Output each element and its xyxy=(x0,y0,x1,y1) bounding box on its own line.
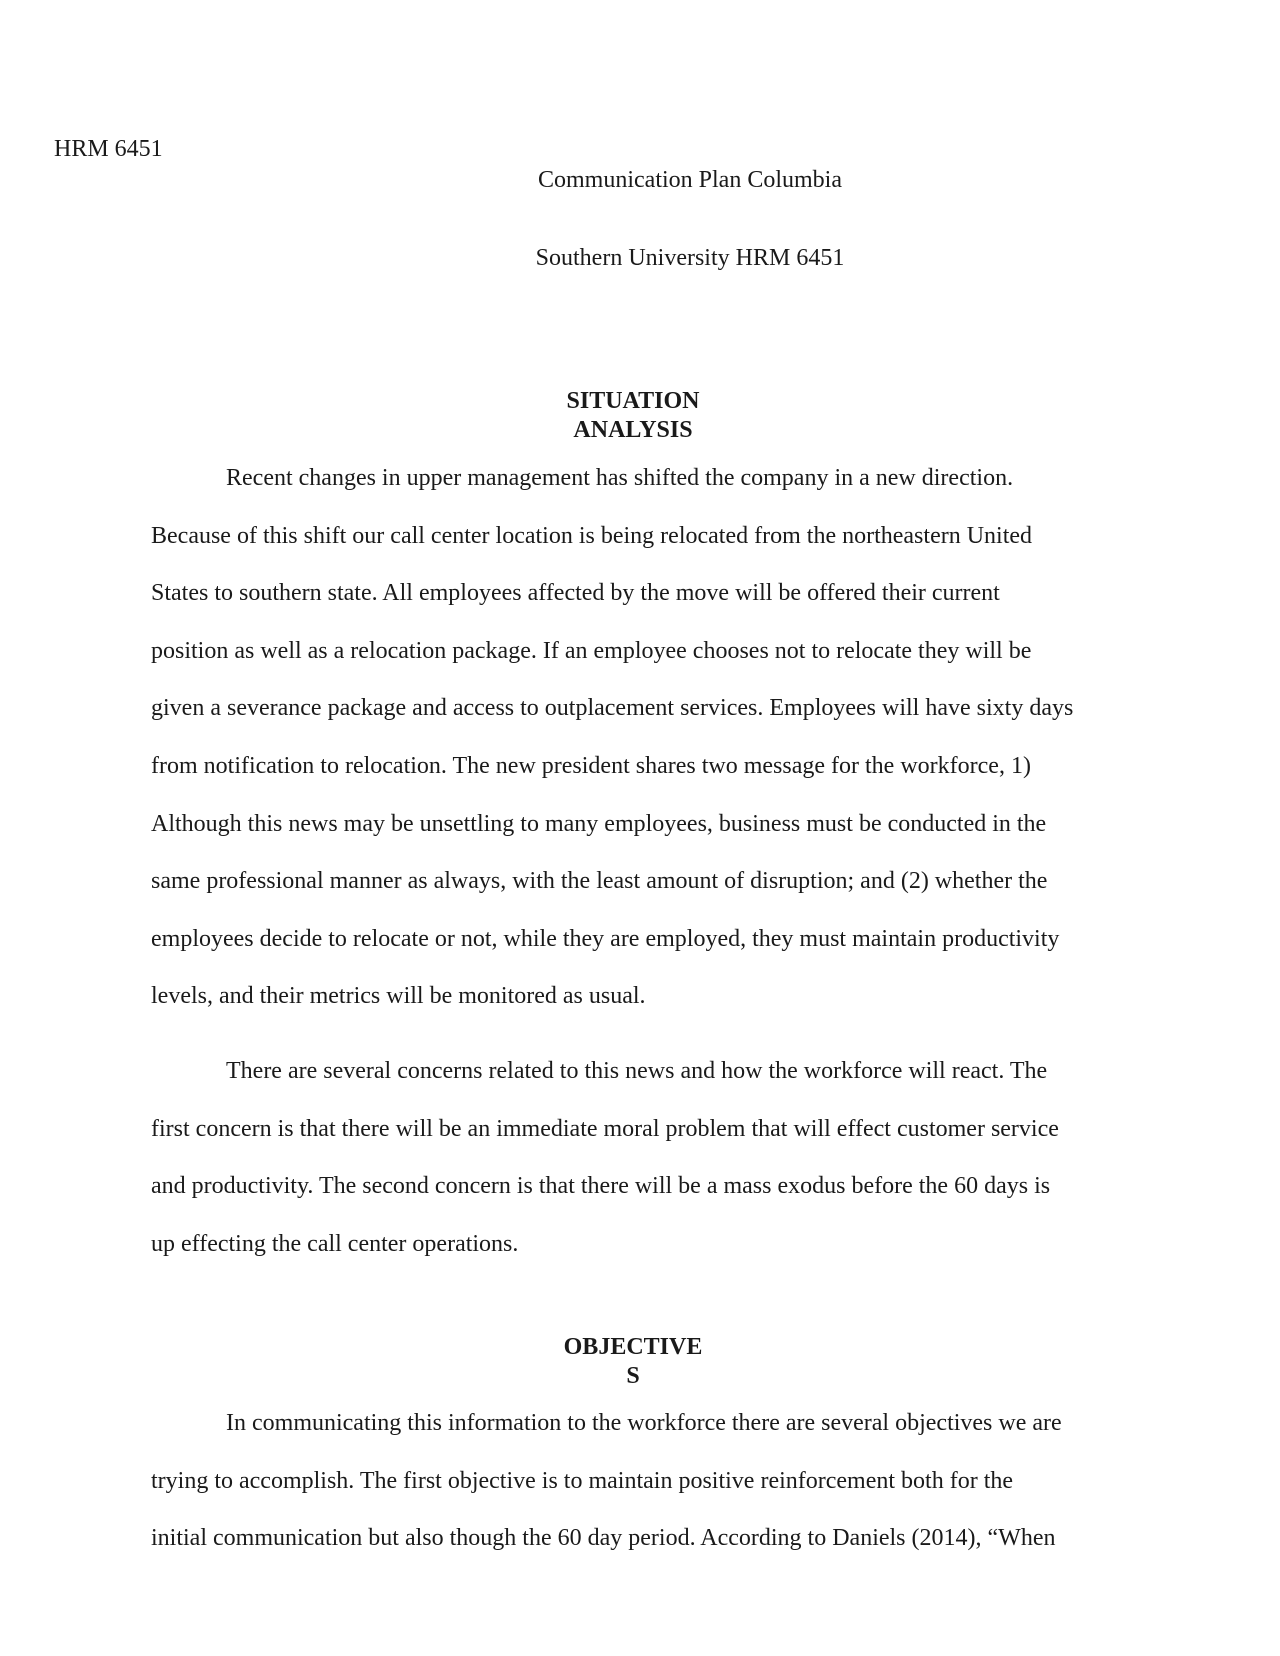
heading-line: SITUATION xyxy=(566,388,700,414)
text-line: Recent changes in upper management has shifted the company in a new direction. xyxy=(226,465,1014,491)
heading-line: S xyxy=(626,1363,640,1389)
running-head: HRM 6451 xyxy=(54,136,163,162)
text-line: In communicating this information to the workforce there are several objectives we are xyxy=(226,1410,1062,1436)
heading-line: OBJECTIVE xyxy=(563,1334,703,1360)
text-line: initial communication but also though the 60 day period. According to Daniels (2014), “When xyxy=(151,1525,1056,1552)
text-line: States to southern state. All employees affected by the move will be offered their current xyxy=(151,580,1000,607)
text-line: trying to accomplish. The first objective is to maintain positive reinforcement both for the xyxy=(151,1467,1014,1494)
title-line-1: Communication Plan Columbia xyxy=(538,167,842,193)
title-line-2: Southern University HRM 6451 xyxy=(535,245,845,271)
text-line: Although this news may be unsettling to many employees, business must be conducted in the xyxy=(151,810,1047,837)
text-line: first concern is that there will be an immediate moral problem that will effect customer service xyxy=(151,1115,1059,1142)
text-line: up effecting the call center operations. xyxy=(151,1230,519,1257)
text-line: given a severance package and access to outplacement services. Employees will have sixty days xyxy=(151,695,1074,722)
text-line: position as well as a relocation package. If an employee chooses not to relocate they will be xyxy=(151,637,1032,664)
situation-analysis-heading xyxy=(0,387,1266,445)
text-line: There are several concerns related to this news and how the workforce will react. The xyxy=(226,1058,1048,1084)
objectives-heading xyxy=(0,1333,1266,1391)
situation-paragraph-2 xyxy=(151,1043,1151,1273)
text-line: Because of this shift our call center location is being relocated from the northeastern United xyxy=(151,522,1033,549)
text-line: and productivity. The second concern is that there will be a mass exodus before the 60 days is xyxy=(151,1173,1051,1200)
objectives-paragraph-1 xyxy=(151,1395,1151,1568)
text-line: from notification to relocation. The new president shares two message for the workforce, 1) xyxy=(151,752,1031,779)
heading-line: ANALYSIS xyxy=(573,417,693,443)
situation-paragraph-1 xyxy=(151,450,1151,1026)
text-line: levels, and their metrics will be monitored as usual. xyxy=(151,983,646,1010)
text-line: employees decide to relocate or not, while they are employed, they must maintain productivity xyxy=(151,925,1060,952)
text-line: same professional manner as always, with the least amount of disruption; and (2) whether the xyxy=(151,868,1048,895)
